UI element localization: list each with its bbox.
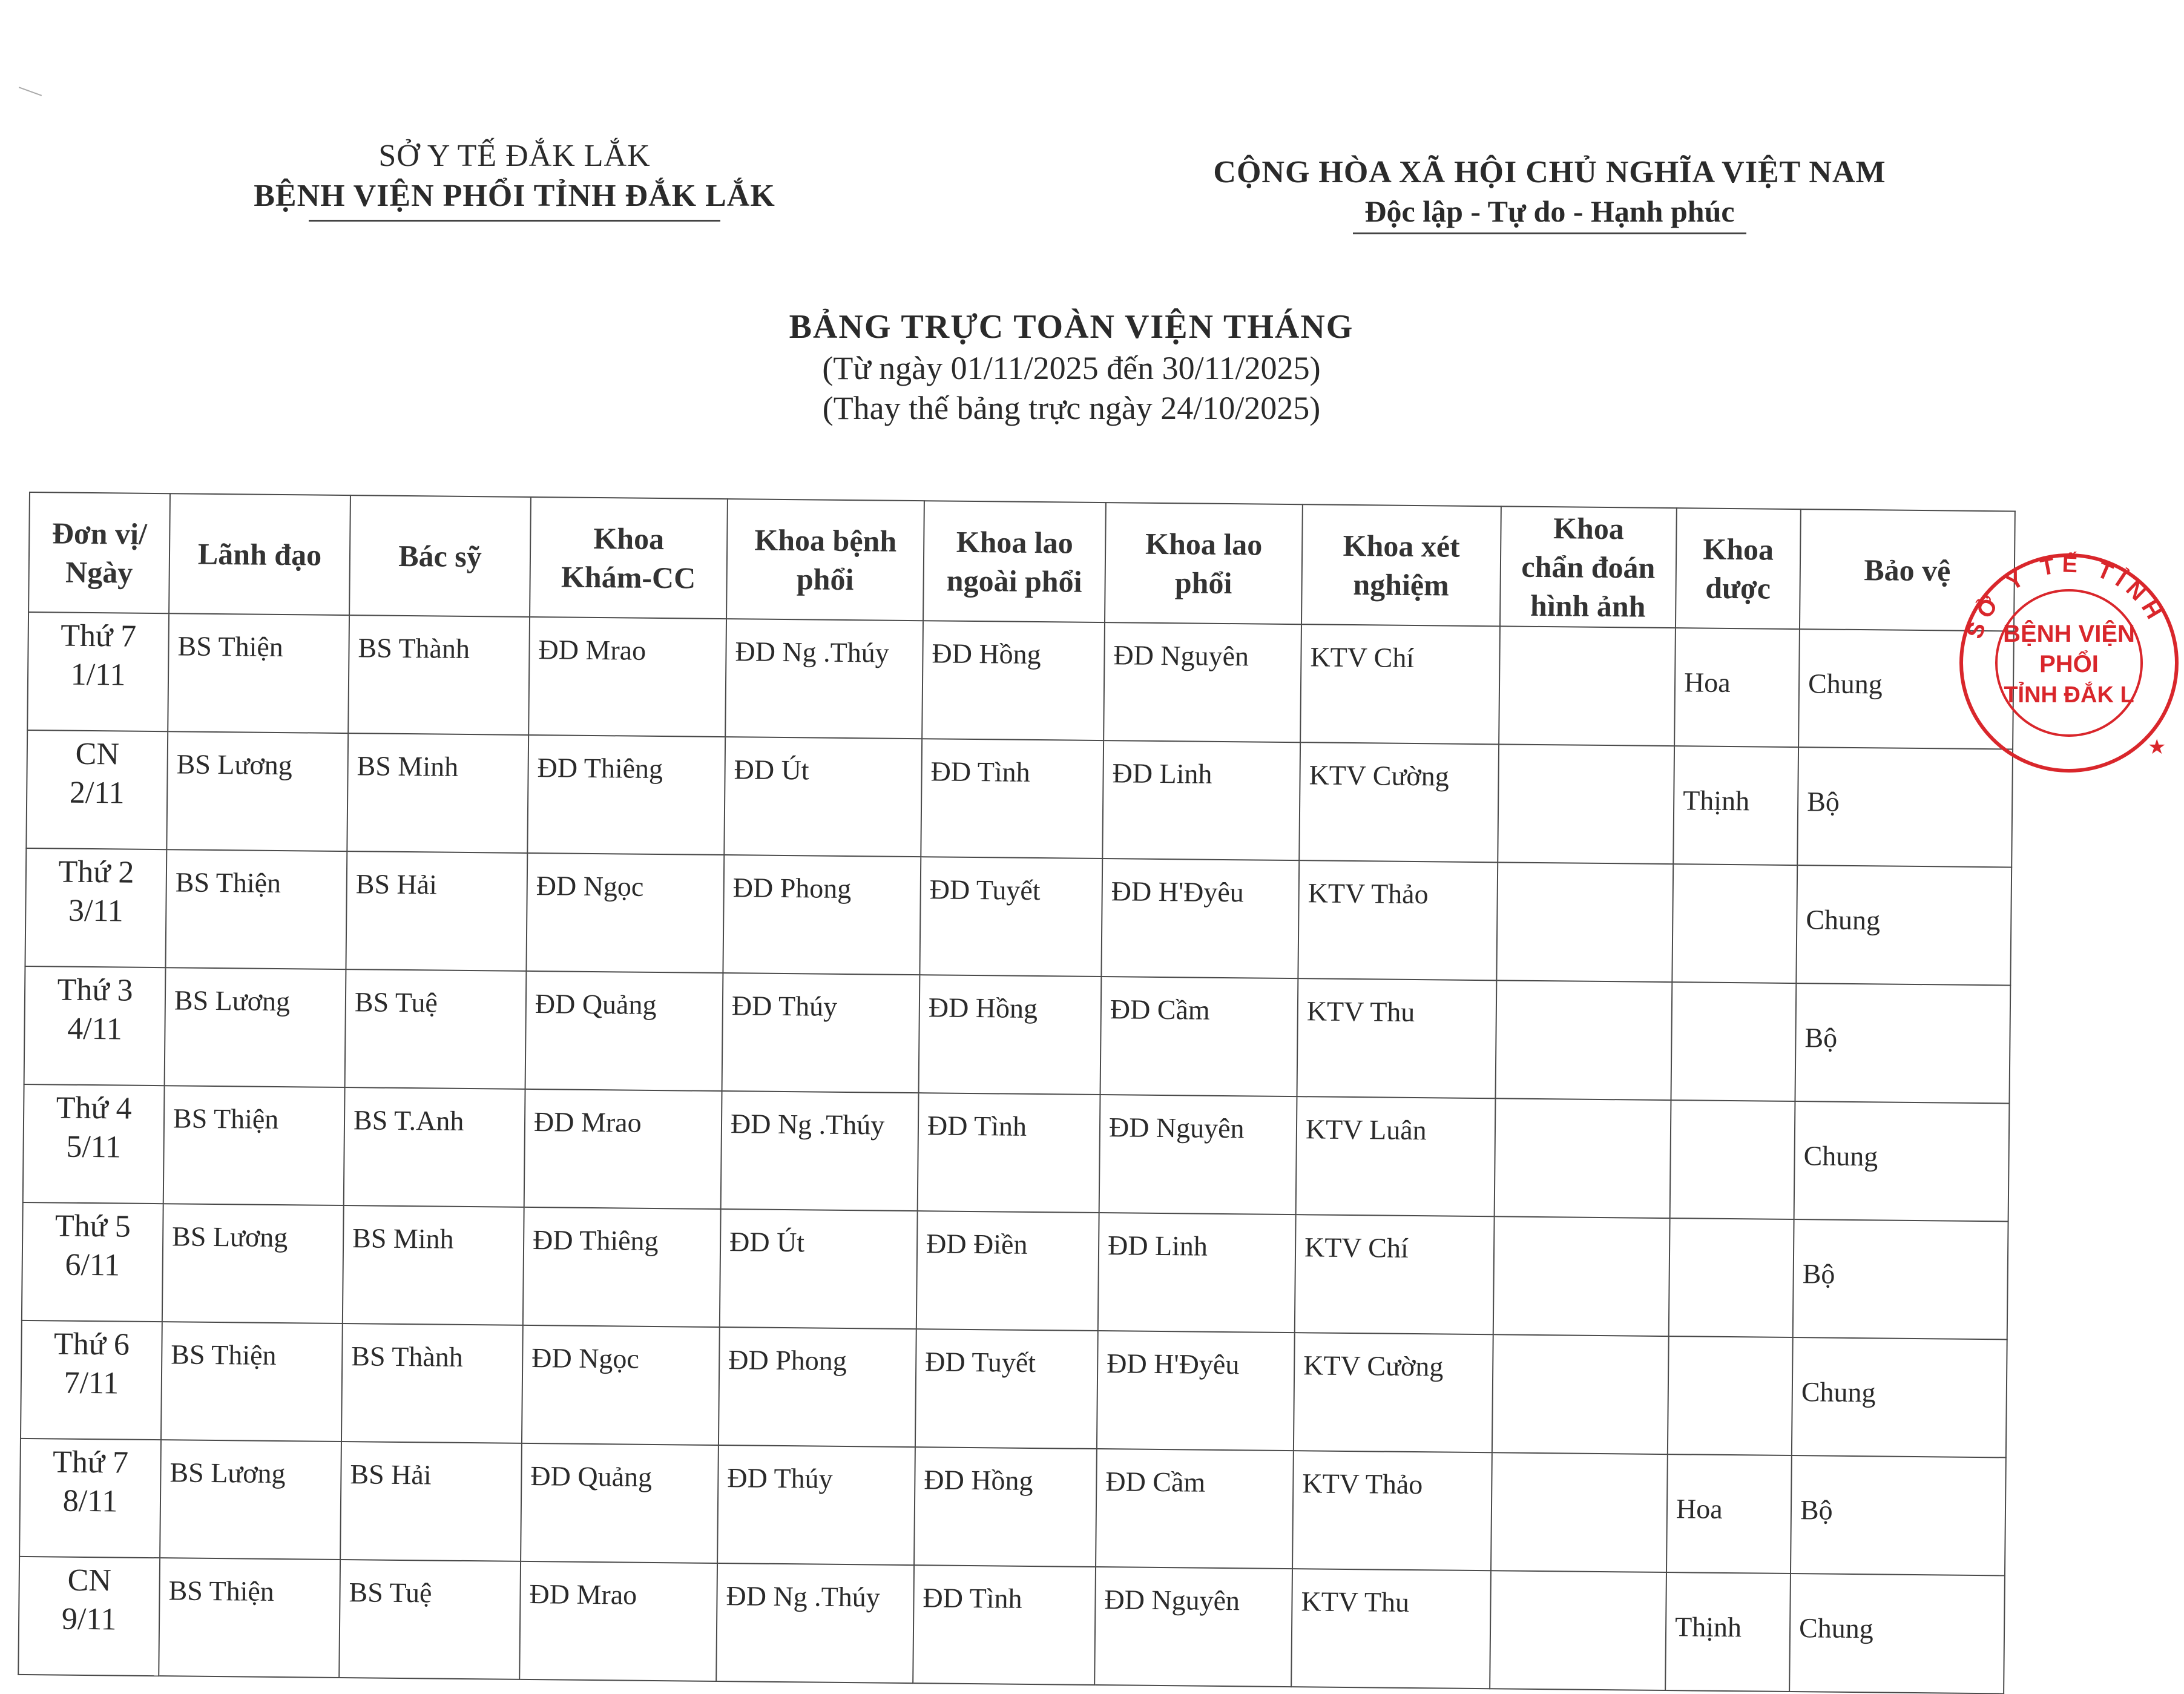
duty-cell-cdha — [1492, 1334, 1669, 1454]
duty-cell-duoc: Hoa — [1666, 1454, 1792, 1574]
scan-mark — [19, 87, 42, 96]
table-row — [27, 612, 2014, 749]
duty-cell-xet-nghiem: KTV Cường — [1294, 1333, 1493, 1452]
duty-cell-bac-sy: BS Hải — [340, 1442, 522, 1561]
column-header — [1105, 503, 1303, 624]
weekday-label: Thứ 7 — [52, 1445, 129, 1480]
duty-cell-bac-sy: BS T.Anh — [344, 1087, 525, 1207]
duty-cell-lao-ngoai-phoi: ĐD Điền — [916, 1211, 1099, 1331]
header-row — [28, 492, 2015, 631]
table-body — [18, 612, 2014, 1693]
duty-cell-bao-ve: Chung — [1789, 1574, 2005, 1693]
duty-cell-lao-phoi: ĐD Nguyên — [1104, 622, 1301, 742]
duty-cell-lao-ngoai-phoi: ĐD Hồng — [919, 975, 1102, 1095]
duty-cell-bao-ve: Chung — [1798, 629, 2014, 749]
seal-line-3: TỈNH ĐẮK L — [2004, 682, 2134, 708]
duty-cell-lao-ngoai-phoi: ĐD Tình — [921, 739, 1104, 859]
duty-cell-lao-phoi: ĐD Nguyên — [1099, 1095, 1297, 1214]
duty-cell-xet-nghiem: KTV Thảo — [1292, 1451, 1492, 1570]
duty-cell-cdha — [1499, 626, 1676, 746]
duty-cell-kham-cc: ĐD Ngọc — [522, 1325, 720, 1445]
duty-cell-kham-cc: ĐD Mrao — [524, 1089, 722, 1209]
motto-underline — [1353, 232, 1746, 234]
duty-cell-bao-ve: Chung — [1796, 865, 2011, 985]
weekday-label: Thứ 3 — [57, 972, 133, 1008]
weekday-label: Thứ 5 — [54, 1208, 131, 1244]
duty-cell-cdha — [1491, 1452, 1668, 1572]
seal-graphic — [1954, 548, 2184, 778]
document-title: BẢNG TRỰC TOÀN VIỆN THÁNG — [789, 308, 1354, 346]
duty-cell-bao-ve: Bộ — [1791, 1455, 2006, 1575]
duty-cell-duoc — [1671, 982, 1796, 1101]
column-header-line: Đơn vị/ — [51, 516, 148, 551]
duty-cell-xet-nghiem: KTV Thu — [1291, 1569, 1491, 1689]
column-header-line: chẩn đoán — [1521, 549, 1656, 585]
date-label: 6/11 — [65, 1247, 120, 1283]
weekday-label: Thứ 2 — [58, 854, 134, 890]
duty-cell-benh-phoi: ĐD Thúy — [717, 1445, 915, 1565]
seal-line-1: BỆNH VIỆN — [2003, 621, 2135, 647]
date-cell — [26, 730, 168, 849]
duty-cell-kham-cc: ĐD Quảng — [525, 971, 723, 1091]
date-label: 3/11 — [68, 893, 123, 929]
duty-cell-benh-phoi: ĐD Ng .Thúy — [716, 1563, 914, 1683]
duty-cell-xet-nghiem: KTV Thu — [1297, 978, 1497, 1098]
date-label: 8/11 — [62, 1483, 118, 1519]
duty-cell-xet-nghiem: KTV Chí — [1295, 1214, 1495, 1334]
date-label: 1/11 — [70, 657, 126, 693]
seal-ring-text: SỞ Y TẾ TỈNH — [1961, 552, 2170, 642]
duty-cell-duoc — [1669, 1218, 1794, 1337]
column-header-line: Khám-CC — [561, 559, 696, 595]
weekday-label: CN — [75, 736, 120, 772]
duty-cell-xet-nghiem: KTV Luân — [1296, 1096, 1496, 1216]
seal-line-2: PHỔI — [2039, 651, 2099, 677]
column-header — [726, 499, 924, 621]
date-cell — [22, 1202, 163, 1322]
date-cell — [24, 966, 166, 1086]
date-cell — [19, 1439, 161, 1558]
issuer-header — [218, 136, 811, 222]
replacement-note: (Thay thế bảng trực ngày 24/10/2025) — [822, 390, 1321, 426]
duty-cell-lao-phoi: ĐD H'Đyêu — [1097, 1331, 1295, 1451]
duty-cell-lao-ngoai-phoi: ĐD Hồng — [922, 621, 1105, 740]
table-row — [22, 1202, 2008, 1339]
duty-cell-lanh-dao: BS Thiện — [165, 849, 347, 969]
duty-cell-duoc — [1670, 1100, 1795, 1219]
column-header-line: dược — [1705, 570, 1771, 605]
column-header-line: Khoa lao — [956, 524, 1074, 560]
duty-cell-cdha — [1493, 1216, 1670, 1336]
duty-cell-xet-nghiem: KTV Chí — [1300, 624, 1500, 744]
duty-cell-lao-phoi: ĐD Cầm — [1100, 977, 1298, 1096]
table-header — [28, 492, 2015, 631]
duty-cell-bao-ve: Bộ — [1793, 1219, 2008, 1339]
column-header-line: phổi — [796, 562, 854, 597]
column-header — [1301, 504, 1501, 626]
duty-cell-cdha — [1496, 862, 1673, 982]
duty-cell-lao-phoi: ĐD Linh — [1098, 1213, 1296, 1333]
duty-cell-benh-phoi: ĐD Út — [724, 737, 922, 857]
duty-cell-bac-sy: BS Minh — [347, 733, 528, 853]
duty-cell-benh-phoi: ĐD Út — [720, 1209, 918, 1329]
duty-cell-bac-sy: BS Hải — [346, 851, 527, 971]
column-header-line: phổi — [1174, 565, 1232, 601]
duty-cell-bac-sy: BS Thành — [348, 615, 530, 735]
table-row — [19, 1439, 2006, 1575]
column-header — [1500, 506, 1677, 628]
duty-cell-lanh-dao: BS Thiện — [161, 1322, 343, 1442]
weekday-label: Thứ 7 — [60, 618, 137, 654]
column-header-line: Khoa — [1553, 511, 1625, 546]
column-header-line: nghiệm — [1353, 567, 1450, 602]
column-header-line: Bảo vệ — [1864, 553, 1951, 588]
duty-cell-lanh-dao: BS Thiện — [168, 613, 349, 733]
duty-cell-bac-sy: BS Tuệ — [339, 1560, 521, 1679]
duty-cell-lao-phoi: ĐD H'Đyêu — [1101, 859, 1299, 978]
duty-cell-cdha — [1495, 980, 1672, 1100]
column-header-line: Khoa xét — [1343, 528, 1461, 564]
duty-cell-kham-cc: ĐD Thiêng — [527, 735, 725, 855]
duty-cell-duoc: Hoa — [1674, 628, 1800, 747]
duty-cell-cdha — [1490, 1570, 1666, 1690]
date-label: 4/11 — [67, 1011, 123, 1047]
table-row — [25, 848, 2011, 985]
issuer-underline — [309, 220, 720, 222]
duty-cell-duoc: Thịnh — [1673, 746, 1798, 865]
duty-cell-lao-ngoai-phoi: ĐD Tình — [913, 1565, 1096, 1685]
column-header-line: Khoa bệnh — [754, 522, 897, 558]
duty-cell-kham-cc: ĐD Mrao — [528, 617, 726, 737]
date-cell — [25, 848, 166, 967]
date-range: (Từ ngày 01/11/2025 đến 30/11/2025) — [822, 350, 1321, 386]
date-cell — [23, 1084, 165, 1204]
weekday-label: Thứ 4 — [56, 1090, 132, 1126]
date-label: 2/11 — [69, 775, 125, 811]
duty-cell-kham-cc: ĐD Quảng — [521, 1443, 719, 1563]
duty-cell-kham-cc: ĐD Ngọc — [526, 853, 724, 973]
duty-cell-cdha — [1495, 1098, 1671, 1218]
column-header-line: Lãnh đạo — [197, 536, 322, 572]
duty-cell-duoc — [1668, 1336, 1793, 1455]
column-header-line: Khoa — [593, 521, 665, 556]
weekday-label: CN — [67, 1563, 112, 1598]
duty-cell-bac-sy: BS Tuệ — [345, 969, 527, 1089]
table-row — [26, 730, 2013, 867]
duty-cell-cdha — [1498, 744, 1674, 864]
duty-cell-lanh-dao: BS Thiện — [163, 1086, 345, 1205]
duty-cell-bac-sy: BS Thành — [341, 1323, 523, 1443]
date-label: 9/11 — [61, 1601, 117, 1637]
duty-cell-lanh-dao: BS Thiện — [159, 1558, 340, 1678]
weekday-label: Thứ 6 — [53, 1327, 130, 1362]
date-label: 7/11 — [64, 1365, 119, 1401]
duty-cell-kham-cc: ĐD Thiêng — [523, 1207, 721, 1327]
table-row — [24, 966, 2011, 1103]
column-header-line: Bác sỹ — [398, 538, 482, 574]
duty-cell-benh-phoi: ĐD Phong — [719, 1327, 916, 1447]
duty-cell-bao-ve: Chung — [1794, 1101, 2010, 1221]
duty-cell-lanh-dao: BS Lương — [166, 731, 348, 851]
duty-cell-lao-ngoai-phoi: ĐD Tuyết — [919, 857, 1102, 977]
column-header — [530, 497, 728, 619]
seal-star-icon: ★ — [2148, 735, 2166, 759]
duty-cell-lao-ngoai-phoi: ĐD Tuyết — [915, 1329, 1098, 1449]
table-row — [18, 1557, 2005, 1693]
table-row — [23, 1084, 2010, 1221]
document-title-block — [605, 306, 1538, 428]
duty-cell-duoc: Thịnh — [1665, 1572, 1791, 1692]
duty-cell-benh-phoi: ĐD Ng .Thúy — [725, 619, 923, 739]
column-header-line: ngoài phổi — [946, 563, 1082, 599]
duty-cell-lanh-dao: BS Lương — [165, 967, 346, 1087]
hospital-seal — [1954, 548, 2170, 790]
column-header — [28, 492, 170, 613]
national-title: CỘNG HÒA XÃ HỘI CHỦ NGHĨA VIỆT NAM — [1213, 155, 1886, 190]
duty-cell-benh-phoi: ĐD Thúy — [722, 973, 920, 1093]
national-motto: Độc lập - Tự do - Hạnh phúc — [1364, 194, 1735, 228]
column-header-line: Ngày — [65, 555, 133, 590]
duty-cell-benh-phoi: ĐD Ng .Thúy — [721, 1091, 919, 1211]
national-header — [1150, 153, 1949, 234]
column-header-line: Khoa lao — [1145, 526, 1263, 562]
duty-cell-xet-nghiem: KTV Thảo — [1298, 860, 1498, 980]
duty-cell-xet-nghiem: KTV Cường — [1299, 742, 1499, 862]
duty-cell-lao-ngoai-phoi: ĐD Hồng — [914, 1447, 1097, 1567]
duty-cell-bao-ve: Bộ — [1797, 747, 2013, 867]
column-header — [1676, 508, 1801, 629]
date-cell — [27, 612, 169, 731]
duty-cell-lao-ngoai-phoi: ĐD Tình — [918, 1093, 1100, 1213]
column-header — [169, 493, 350, 615]
duty-cell-lanh-dao: BS Lương — [160, 1440, 341, 1560]
duty-cell-duoc — [1672, 864, 1797, 983]
duty-cell-bao-ve: Bộ — [1795, 983, 2010, 1103]
date-label: 5/11 — [66, 1129, 122, 1165]
duty-cell-lao-phoi: ĐD Cầm — [1096, 1449, 1294, 1569]
table-row — [21, 1320, 2007, 1457]
duty-cell-lanh-dao: BS Lương — [162, 1204, 344, 1323]
duty-roster-table — [18, 492, 2016, 1694]
date-cell — [18, 1557, 160, 1676]
issuer-department: SỞ Y TẾ ĐẮK LẮK — [378, 139, 651, 173]
column-header-line: Khoa — [1703, 532, 1774, 567]
column-header-line: hình ảnh — [1530, 588, 1646, 624]
duty-cell-lao-phoi: ĐD Nguyên — [1094, 1567, 1292, 1687]
issuer-hospital: BỆNH VIỆN PHỔI TỈNH ĐẮK LẮK — [254, 179, 775, 213]
duty-cell-benh-phoi: ĐD Phong — [723, 855, 921, 975]
duty-cell-lao-phoi: ĐD Linh — [1102, 740, 1300, 860]
date-cell — [21, 1320, 162, 1440]
column-header — [349, 495, 531, 617]
duty-cell-bac-sy: BS Minh — [343, 1205, 524, 1325]
duty-cell-bao-ve: Chung — [1792, 1337, 2007, 1457]
column-header — [923, 501, 1106, 622]
duty-cell-kham-cc: ĐD Mrao — [519, 1561, 717, 1681]
